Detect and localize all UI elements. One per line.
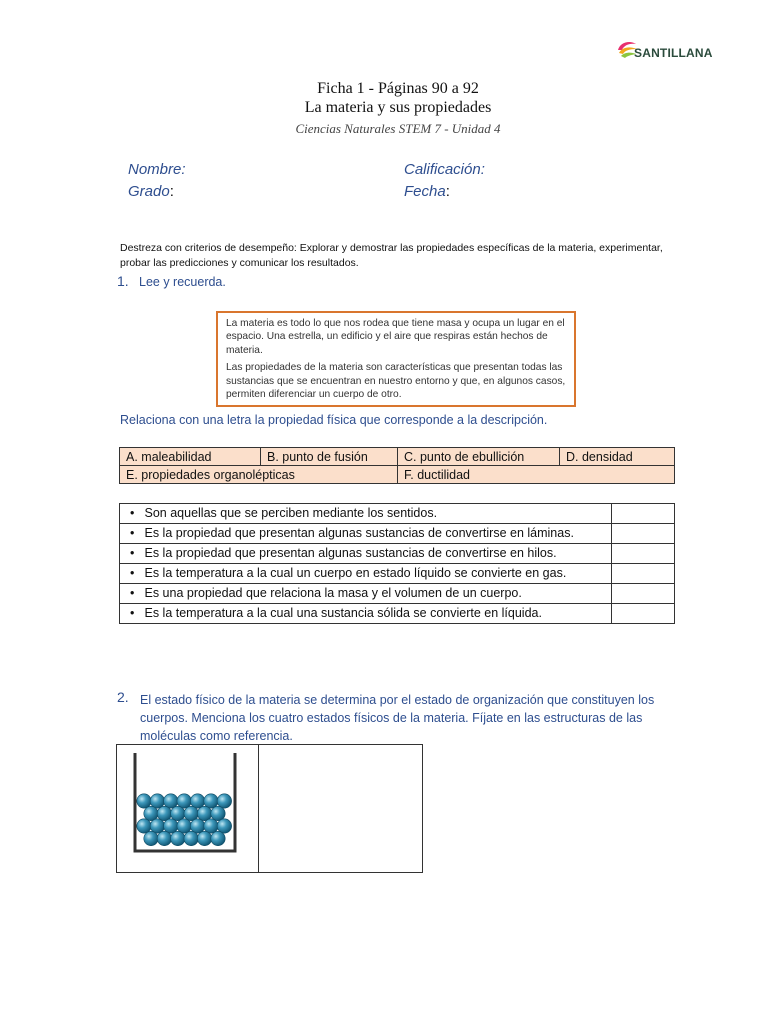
option-e: E. propiedades organolépticas: [120, 466, 398, 484]
option-b: B. punto de fusión: [261, 448, 398, 466]
reading-paragraph-1: La materia es todo lo que nos rodea que tiene masa y ocupa un lugar en el espacio. Una estrella, un edificio y el aire que respiras están hechos de materia.: [226, 318, 565, 356]
nombre-label: Nombre:: [128, 161, 186, 178]
bullet: •: [120, 524, 139, 544]
answer-cell-1[interactable]: [612, 504, 675, 524]
table-row: [120, 584, 675, 604]
description-2: Es la propiedad que presentan algunas sustancias de convertirse en láminas.: [139, 524, 612, 544]
molecule: [177, 794, 191, 808]
table-row: [120, 524, 675, 544]
bullet: •: [120, 604, 139, 624]
answer-cell-6[interactable]: [612, 604, 675, 624]
option-d: D. densidad: [560, 448, 675, 466]
answer-cell-4[interactable]: [612, 564, 675, 584]
molecule: [197, 831, 211, 845]
option-f: F. ductilidad: [398, 466, 675, 484]
bullet: •: [120, 564, 139, 584]
grado-field: [128, 183, 174, 200]
table-row: [120, 564, 675, 584]
molecule: [157, 831, 171, 845]
molecule: [211, 806, 225, 820]
answer-cell-2[interactable]: [612, 524, 675, 544]
bullet: •: [120, 584, 139, 604]
question-1-number: 1.: [117, 273, 129, 289]
question-2-prompt: El estado físico de la materia se determina por el estado de organización que constituyen los cuerpos. Menciona los cuatro estados físicos de la materia. Fíjate en las estructuras de las moléculas como referencia.: [140, 693, 655, 743]
description-6: Es la temperatura a la cual una sustancia sólida se convierte en líquida.: [139, 604, 612, 624]
molecule: [190, 794, 204, 808]
molecule: [137, 794, 151, 808]
molecule: [204, 794, 218, 808]
state-answer-cell[interactable]: [259, 745, 423, 872]
molecule: [171, 806, 185, 820]
reading-paragraph-2: Las propiedades de la materia son características que presentan todas las sustancias que se encuentran en nuestro entorno y que, en algunos casos, permiten diferenciar un cuerpo de otro.: [226, 362, 566, 401]
molecule: [217, 819, 231, 833]
course-label: Ciencias Naturales STEM 7 - Unidad 4: [295, 121, 501, 136]
fecha-colon: :: [445, 183, 450, 200]
option-a: A. maleabilidad: [120, 448, 261, 466]
options-table: [119, 447, 675, 484]
molecule: [184, 806, 198, 820]
answer-cell-3[interactable]: [612, 544, 675, 564]
molecule: [150, 794, 164, 808]
brand-name: SANTILLANA: [634, 46, 713, 60]
calificacion-label: Calificación:: [404, 161, 485, 178]
molecule: [190, 819, 204, 833]
fecha-field: [404, 183, 450, 200]
table-row: [120, 604, 675, 624]
destreza-text: Destreza con criterios de desempeño: Explorar y demostrar las propiedades específicas de la materia, experimentar, probar las predicciones y comunicar los resultados.: [120, 242, 663, 269]
table-row: [120, 504, 675, 524]
molecule: [157, 806, 171, 820]
molecule: [150, 819, 164, 833]
description-1: Son aquellas que se perciben mediante los sentidos.: [139, 504, 612, 524]
bullet: •: [120, 504, 139, 524]
solid-molecules-illustration: [117, 745, 257, 872]
molecule-group: [137, 794, 232, 846]
bullet: •: [120, 544, 139, 564]
reading-box: [216, 311, 576, 407]
question-2-number: 2.: [117, 689, 129, 705]
molecule: [177, 819, 191, 833]
question-1-prompt: Lee y recuerda.: [139, 275, 226, 289]
santillana-logo: [616, 38, 712, 64]
molecule: [164, 819, 178, 833]
molecule: [197, 806, 211, 820]
molecule: [144, 831, 158, 845]
description-4: Es la temperatura a la cual un cuerpo en estado líquido se convierte en gas.: [139, 564, 612, 584]
description-3: Es la propiedad que presentan algunas sustancias de convertirse en hilos.: [139, 544, 612, 564]
worksheet-subtitle: La materia y sus propiedades: [304, 99, 492, 116]
relaciona-instruction: Relaciona con una letra la propiedad física que corresponde a la descripción.: [120, 413, 548, 427]
molecule: [171, 831, 185, 845]
molecule: [164, 794, 178, 808]
description-5: Es una propiedad que relaciona la masa y el volumen de un cuerpo.: [139, 584, 612, 604]
molecule: [217, 794, 231, 808]
answer-cell-5[interactable]: [612, 584, 675, 604]
worksheet-title: Ficha 1 - Páginas 90 a 92: [317, 80, 479, 97]
grado-colon: :: [169, 183, 174, 200]
molecule: [211, 831, 225, 845]
states-table: [116, 744, 423, 873]
molecule: [204, 819, 218, 833]
molecule: [184, 831, 198, 845]
option-c: C. punto de ebullición: [398, 448, 560, 466]
grado-label: Grado: [128, 183, 170, 200]
descriptions-table: [119, 503, 675, 624]
molecule: [137, 819, 151, 833]
table-row: [120, 544, 675, 564]
fecha-label: Fecha: [404, 183, 446, 200]
molecule: [144, 806, 158, 820]
